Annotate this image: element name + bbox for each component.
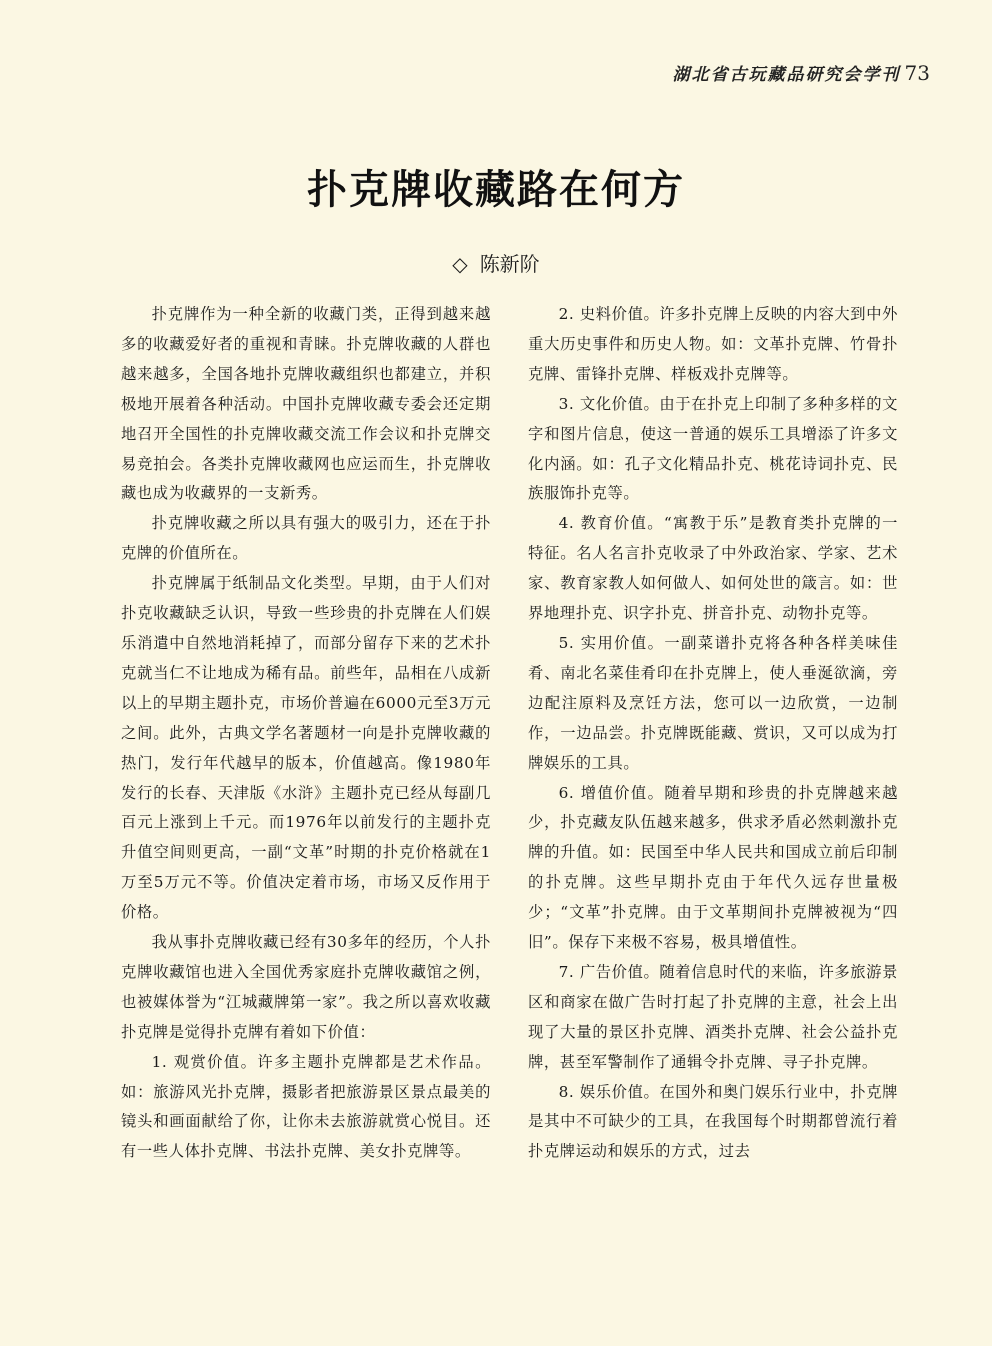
paragraph: 3. 文化价值。由于在扑克上印制了多种多样的文字和图片信息，使这一普通的娱乐工具增添了许多文化内涵。如：孔子文化精品扑克、桃花诗词扑克、民族服饰扑克等。 [528,394,898,503]
author-name: 陈新阶 [479,252,540,276]
paragraph: 扑克牌作为一种全新的收藏门类，正得到越来越多的收藏爱好者的重视和青睐。扑克牌收藏的人群也越来越多，全国各地扑克牌收藏组织也都建立，并积极地开展着各种活动。中国扑克牌收藏专委会还定期地召开全国性的扑克牌收藏交流工作会议和扑克牌交易竞拍会。各类扑克牌收藏网也应运而生，扑克牌收藏也成为收藏界的一支新秀。 [121,305,491,503]
page-number: 73 [904,61,930,85]
diamond-icon: ◇ [452,252,468,276]
paragraph: 扑克牌收藏之所以具有强大的吸引力，还在于扑克牌的价值所在。 [121,514,491,563]
paragraph: 1. 观赏价值。许多主题扑克牌都是艺术作品。如：旅游风光扑克牌，摄影者把旅游景区景点最美的镜头和画面献给了你，让你未去旅游就赏心悦目。还有一些人体扑克牌、书法扑克牌、美女扑克牌等。 [121,1052,491,1161]
paragraph: 扑克牌属于纸制品文化类型。早期，由于人们对扑克收藏缺乏认识，导致一些珍贵的扑克牌在人们娱乐消遣中自然地消耗掉了，而部分留存下来的艺术扑克就当仁不让地成为稀有品。前些年，品相在八成新以上的早期主题扑克，市场价普遍在6000元至3万元之间。此外，古典文学名著题材一向是扑克牌收藏的热门，发行年代越早的版本，价值越高。像1980年发行的长春、天津版《水浒》主题扑克已经从每副几百元上涨到上千元。而1976年以前发行的主题扑克升值空间则更高，一副“文革”时期的扑克价格就在1万至5万元不等。价值决定着市场，市场又反作用于价格。 [121,574,491,922]
paragraph: 7. 广告价值。随着信息时代的来临，许多旅游景区和商家在做广告时打起了扑克牌的主意，社会上出现了大量的景区扑克牌、酒类扑克牌、社会公益扑克牌，甚至军警制作了通辑令扑克牌、寻子扑克牌。 [528,962,898,1071]
paragraph: 8. 娱乐价值。在国外和奥门娱乐行业中，扑克牌是其中不可缺少的工具，在我国每个时期都曾流行着扑克牌运动和娱乐的方式，过去 [528,1082,898,1161]
running-head [673,60,930,85]
paragraph: 6. 增值价值。随着早期和珍贵的扑克牌越来越少，扑克藏友队伍越来越多，供求矛盾必然刺激扑克牌的升值。如：民国至中华人民共和国成立前后印制的扑克牌。这些早期扑克由于年代久远存世量极少；“文革”扑克牌。由于文革期间扑克牌被视为“四旧”。保存下来极不容易，极具增值性。 [528,783,898,952]
article-title: 扑克牌收藏路在何方 [307,166,685,213]
paragraph: 我从事扑克牌收藏已经有30多年的经历，个人扑克牌收藏馆也进入全国优秀家庭扑克牌收藏馆之例，也被媒体誉为“江城藏牌第一家”。我之所以喜欢收藏扑克牌是觉得扑克牌有着如下价值： [121,933,491,1041]
author-line [0,248,992,277]
paragraph: 5. 实用价值。一副菜谱扑克将各种各样美味佳肴、南北名菜佳肴印在扑克牌上，使人垂涎欲滴，旁边配注原料及烹饪方法，您可以一边欣赏，一边制作，一边品尝。扑克牌既能藏、赏识，又可以成为打牌娱乐的工具。 [528,633,898,772]
paragraph: 2. 史料价值。许多扑克牌上反映的内容大到中外重大历史事件和历史人物。如：文革扑克牌、竹骨扑克牌、雷锋扑克牌、样板戏扑克牌等。 [528,305,898,383]
left-column [121,300,491,1167]
right-column [528,300,898,1167]
paragraph: 4. 教育价值。“寓教于乐”是教育类扑克牌的一特征。名人名言扑克收录了中外政治家、学家、艺术家、教育家教人如何做人、如何处世的箴言。如：世界地理扑克、识字扑克、拼音扑克、动物扑克等。 [528,514,898,623]
journal-name: 湖北省古玩藏品研究会学刊 [672,65,901,85]
